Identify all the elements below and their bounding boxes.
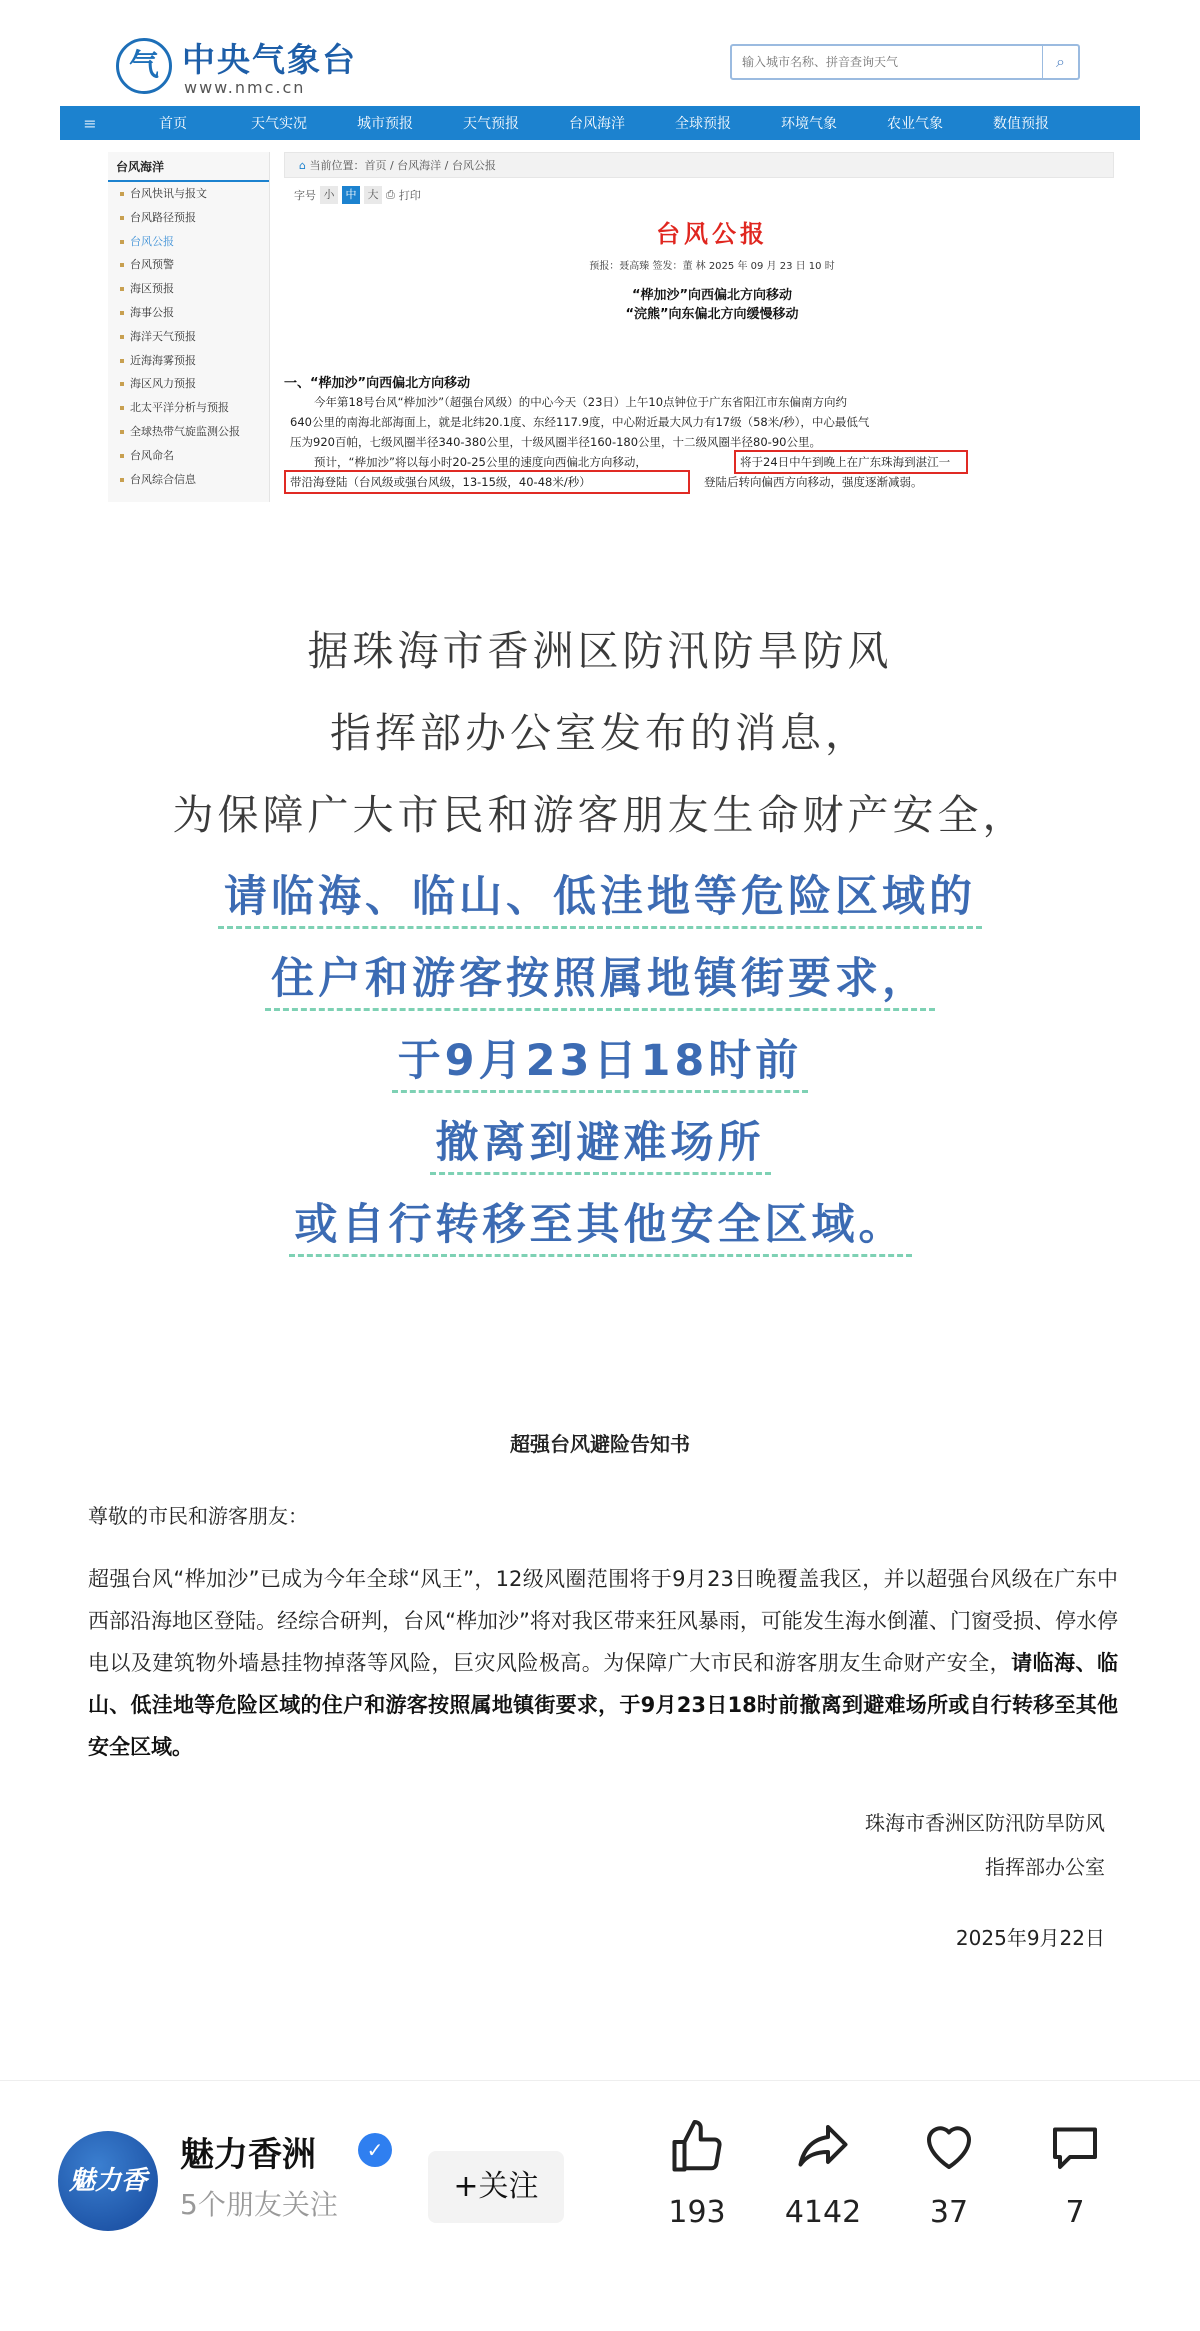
highlight-text: 或自行转移至其他安全区域。	[289, 1196, 912, 1257]
notice-date: 2025年9月22日	[955, 1926, 1105, 1950]
thumbs-up-icon	[667, 2117, 727, 2177]
sidebar-title: 台风海洋	[108, 152, 269, 182]
nav-item-typhoon-ocean[interactable]: 台风海洋	[569, 116, 625, 132]
nav-item-global-forecast[interactable]: 全球预报	[675, 116, 731, 132]
notice-signature: 指挥部办公室	[985, 1855, 1105, 1879]
font-size-label: 字号	[294, 189, 316, 202]
nmc-search-box	[730, 44, 1080, 80]
nmc-search-input[interactable]	[732, 46, 1032, 78]
nav-item-agriculture[interactable]: 农业气象	[887, 116, 943, 132]
notice-body-text: 超强台风“桦加沙”已成为今年全球“风王”，12级风圈范围将于9月23日晚覆盖我区，并以超强台风级在广东中西部沿海地区登陆。经综合研判，台风“桦加沙”将对我区带来狂风暴雨，可能发生海水倒灌、门窗受损、停水停电以及建筑物外墙悬挂物掉落等风险，巨灾风险极高。为保障广大市民和游客朋友生命财产安全，	[88, 1567, 1118, 1675]
nmc-nav-bar	[60, 106, 1140, 140]
like-button[interactable]	[642, 2117, 752, 2230]
menu-icon[interactable]: ≡	[83, 113, 97, 133]
heart-icon	[919, 2117, 979, 2177]
nav-item-city-forecast[interactable]: 城市预报	[357, 116, 413, 132]
highlight-text: 于9月23日18时前	[392, 1032, 809, 1093]
favorite-button[interactable]	[894, 2117, 1004, 2230]
announcement-highlight	[0, 938, 1200, 1020]
nmc-url: www.nmc.cn	[184, 78, 306, 97]
social-bar	[0, 2080, 1200, 2296]
announcement-line: 据珠海市香洲区防汛防旱防风	[307, 627, 893, 675]
nmc-article	[284, 152, 1140, 502]
announcement	[0, 610, 1200, 1266]
home-icon: ⌂	[299, 159, 310, 172]
red-highlight-box	[734, 450, 968, 474]
nav-item-numerical[interactable]: 数值预报	[993, 116, 1049, 132]
favorite-count: 37	[929, 2195, 969, 2230]
sidebar-item[interactable]: 台风路径预报	[108, 206, 269, 230]
nmc-sidebar	[108, 152, 270, 502]
bulletin-highlight-text: 带沿海登陆（台风级或强台风级，13-15级，40-48米/秒）	[290, 475, 591, 489]
notice-body-bold: 请临海、临山、低洼地等危险区域的住户和游客按照属地镇街要求，于9月23日18时前撤离到避难场所或自行转移至其他安全区域。	[88, 1651, 1118, 1759]
announcement-highlight	[0, 1102, 1200, 1184]
highlight-text: 撤离到避难场所	[430, 1114, 771, 1175]
print-icon[interactable]: ⎙	[386, 188, 395, 201]
nmc-header	[60, 24, 1140, 106]
notice-signature: 珠海市香洲区防汛防旱防风	[865, 1811, 1105, 1835]
notice-title: 超强台风避险告知书	[510, 1432, 690, 1456]
friends-follow-text: 5个朋友关注	[180, 2188, 338, 2221]
announcement-highlight	[0, 856, 1200, 938]
bulletin-section-heading: 一、“桦加沙”向西偏北方向移动	[284, 376, 471, 391]
sidebar-item[interactable]: 近海海雾预报	[108, 349, 269, 373]
font-size-small-button[interactable]: 小	[320, 186, 338, 204]
sidebar-item[interactable]: 台风预警	[108, 253, 269, 277]
sidebar-item[interactable]: 北太平洋分析与预报	[108, 396, 269, 420]
font-size-large-button[interactable]: 大	[364, 186, 382, 204]
share-button[interactable]	[768, 2117, 878, 2230]
bulletin-paragraph-line: 登陆后转向偏西方向移动，强度逐渐减弱。	[704, 475, 923, 489]
bulletin-headline-1: “桦加沙”向西偏北方向移动	[631, 288, 793, 303]
sidebar-item[interactable]: 海区预报	[108, 277, 269, 301]
sidebar-item[interactable]: 海事公报	[108, 301, 269, 325]
bulletin-meta: 预报：聂高臻 签发：董 林 2025 年 09 月 23 日 10 时	[589, 261, 835, 272]
font-size-controls	[284, 186, 1140, 204]
announcement-line: 为保障广大市民和游客朋友生命财产安全，	[172, 791, 1028, 839]
bulletin-paragraph-line: 预计，“桦加沙”将以每小时20-25公里的速度向西偏北方向移动，	[314, 455, 647, 469]
search-icon[interactable]: ⌕	[1042, 46, 1078, 78]
nav-item-home[interactable]: 首页	[159, 116, 187, 132]
font-size-medium-button[interactable]: 中	[342, 186, 360, 204]
follow-button[interactable]: +关注	[428, 2151, 564, 2223]
print-button[interactable]: 打印	[398, 189, 421, 202]
nmc-brand: 中央气象台	[182, 40, 357, 79]
bulletin-paragraph-line: 640公里的南海北部海面上，就是北纬20.1度、东经117.9度，中心附近最大风力有17级（58米/秒），中心最低气	[290, 415, 870, 429]
verified-icon: ✓	[358, 2133, 392, 2167]
comment-icon	[1045, 2117, 1105, 2177]
account-name[interactable]: 魅力香洲	[180, 2135, 316, 2175]
red-highlight-box	[284, 470, 690, 494]
sidebar-item[interactable]: 海洋天气预报	[108, 325, 269, 349]
highlight-text: 请临海、临山、低洼地等危险区域的	[218, 868, 982, 929]
like-count: 193	[668, 2195, 726, 2230]
notice-greeting: 尊敬的市民和游客朋友：	[88, 1504, 308, 1528]
nmc-logo-icon: 气	[116, 38, 172, 94]
sidebar-item[interactable]: 台风快讯与报文	[108, 182, 269, 206]
bulletin-title: 台风公报	[656, 220, 768, 248]
bulletin-highlight-text: 将于24日中午到晚上在广东珠海到湛江一	[740, 455, 951, 469]
nav-item-weather-forecast[interactable]: 天气预报	[463, 116, 519, 132]
sidebar-item[interactable]: 海区风力预报	[108, 372, 269, 396]
nmc-screenshot	[60, 24, 1140, 494]
sidebar-item[interactable]: 台风命名	[108, 444, 269, 468]
share-icon	[793, 2117, 853, 2177]
nav-item-observations[interactable]: 天气实况	[251, 116, 307, 132]
announcement-line: 指挥部办公室发布的消息，	[330, 709, 870, 757]
bulletin-headline-2: “浣熊”向东偏北方向缓慢移动	[625, 307, 799, 322]
comment-button[interactable]	[1020, 2117, 1130, 2230]
nav-item-environment[interactable]: 环境气象	[781, 116, 837, 132]
sidebar-item-active[interactable]: 台风公报	[108, 230, 269, 254]
notice-body	[88, 1558, 1118, 1768]
announcement-highlight	[0, 1020, 1200, 1102]
comment-count: 7	[1065, 2195, 1085, 2230]
bulletin-paragraph-line: 今年第18号台风“桦加沙”（超强台风级）的中心今天（23日）上午10点钟位于广东省阳江市东偏南方向约	[314, 395, 848, 409]
highlight-text: 住户和游客按照属地镇街要求，	[265, 950, 935, 1011]
bulletin-paragraph-line: 压为920百帕，七级风圈半径340-380公里，十级风圈半径160-180公里，十二级风圈半径80-90公里。	[290, 435, 821, 449]
avatar[interactable]: 魅力香洲	[58, 2131, 158, 2231]
breadcrumb	[284, 152, 1114, 178]
share-count: 4142	[784, 2195, 862, 2230]
announcement-highlight	[0, 1184, 1200, 1266]
sidebar-item[interactable]: 全球热带气旋监测公报	[108, 420, 269, 444]
breadcrumb-text: 当前位置：首页 / 台风海洋 / 台风公报	[309, 159, 496, 172]
sidebar-item[interactable]: 台风综合信息	[108, 468, 269, 492]
